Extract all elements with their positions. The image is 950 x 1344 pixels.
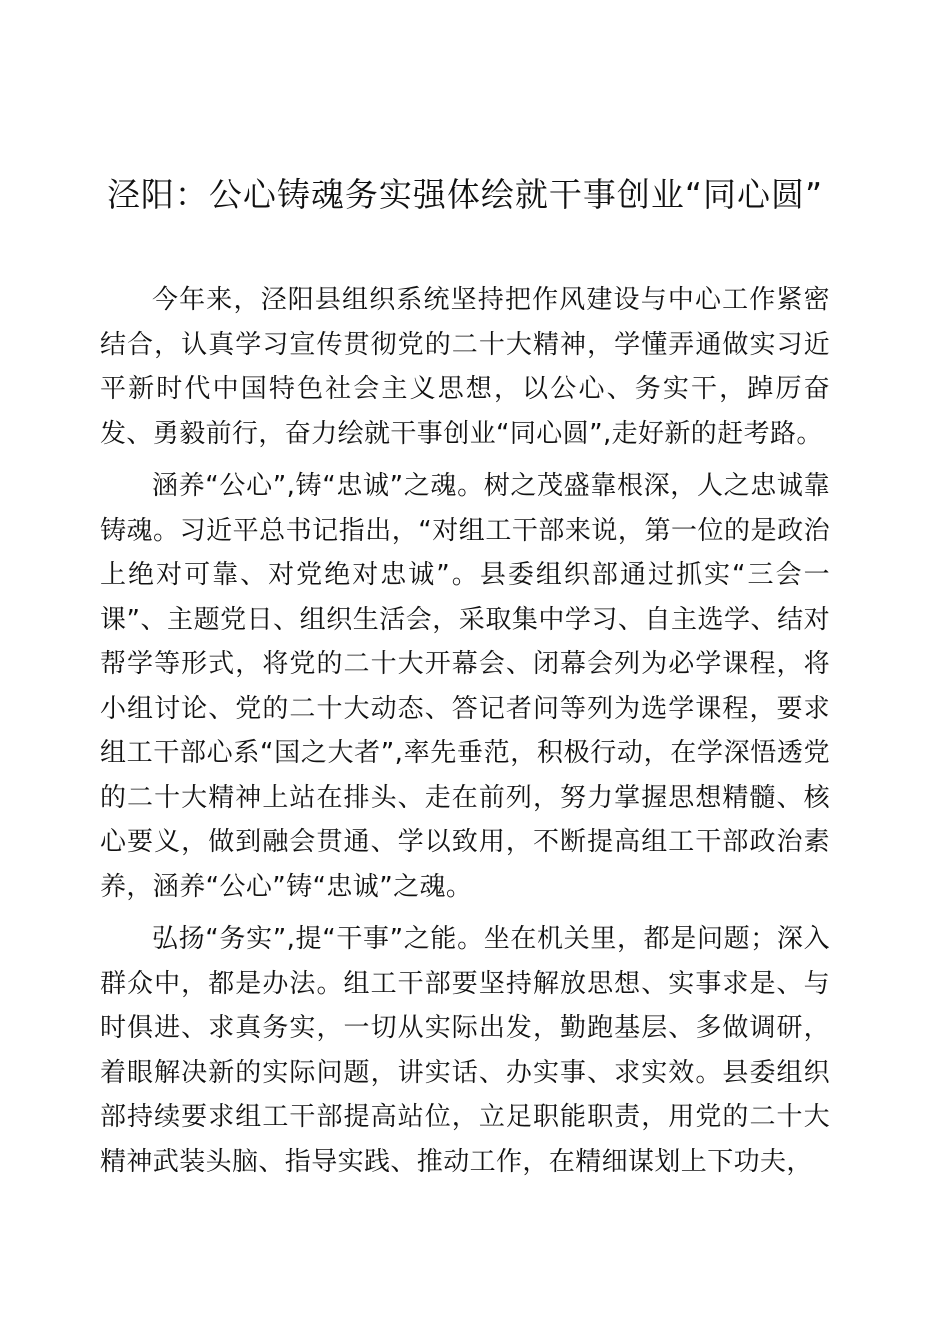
- paragraph-loyalty: 涵养“公心”,铸“忠诚”之魂。树之茂盛靠根深，人之忠诚靠铸魂。习近平总书记指出，“对组工干部来说，第一位的是政治上绝对可靠、对党绝对忠诚”。县委组织部通过抓实“三会一课”、主题党日、组织生活会，采取集中学习、自主选学、结对帮学等形式，将党的二十大开幕会、闭幕会列为必学课程，将小组讨论、党的二十大动态、答记者问等列为选学课程，要求组工干部心系“国之大者”,率先垂范，积极行动，在学深悟透党的二十大精神上站在排头、走在前列，努力掌握思想精髓、核心要义，做到融会贯通、学以致用，不断提高组工干部政治素养，涵养“公心”铸“忠诚”之魂。: [100, 471, 830, 902]
- paragraph-intro: 今年来，泾阳县组织系统坚持把作风建设与中心工作紧密结合，认真学习宣传贯彻党的二十大精神，学懂弄通做实习近平新时代中国特色社会主义思想，以公心、务实干，踔厉奋发、勇毅前行，奋力绘就干事创业“同心圆”,走好新的赶考路。: [100, 285, 830, 449]
- document-title: 泾阳：公心铸魂务实强体绘就干事创业“同心圆”: [106, 175, 824, 214]
- paragraph-pragmatism: 弘扬“务实”,提“干事”之能。坐在机关里，都是问题；深入群众中，都是办法。组工干部要坚持解放思想、实事求是、与时俱进、求真务实，一切从实际出发，勤跑基层、多做调研，着眼解决新的实际问题，讲实话、办实事、求实效。县委组织部持续要求组工干部提高站位，立足职能职责，用党的二十大精神武装头脑、指导实践、推动工作，在精细谋划上下功夫，: [100, 924, 830, 1177]
- document-body: [100, 278, 830, 1192]
